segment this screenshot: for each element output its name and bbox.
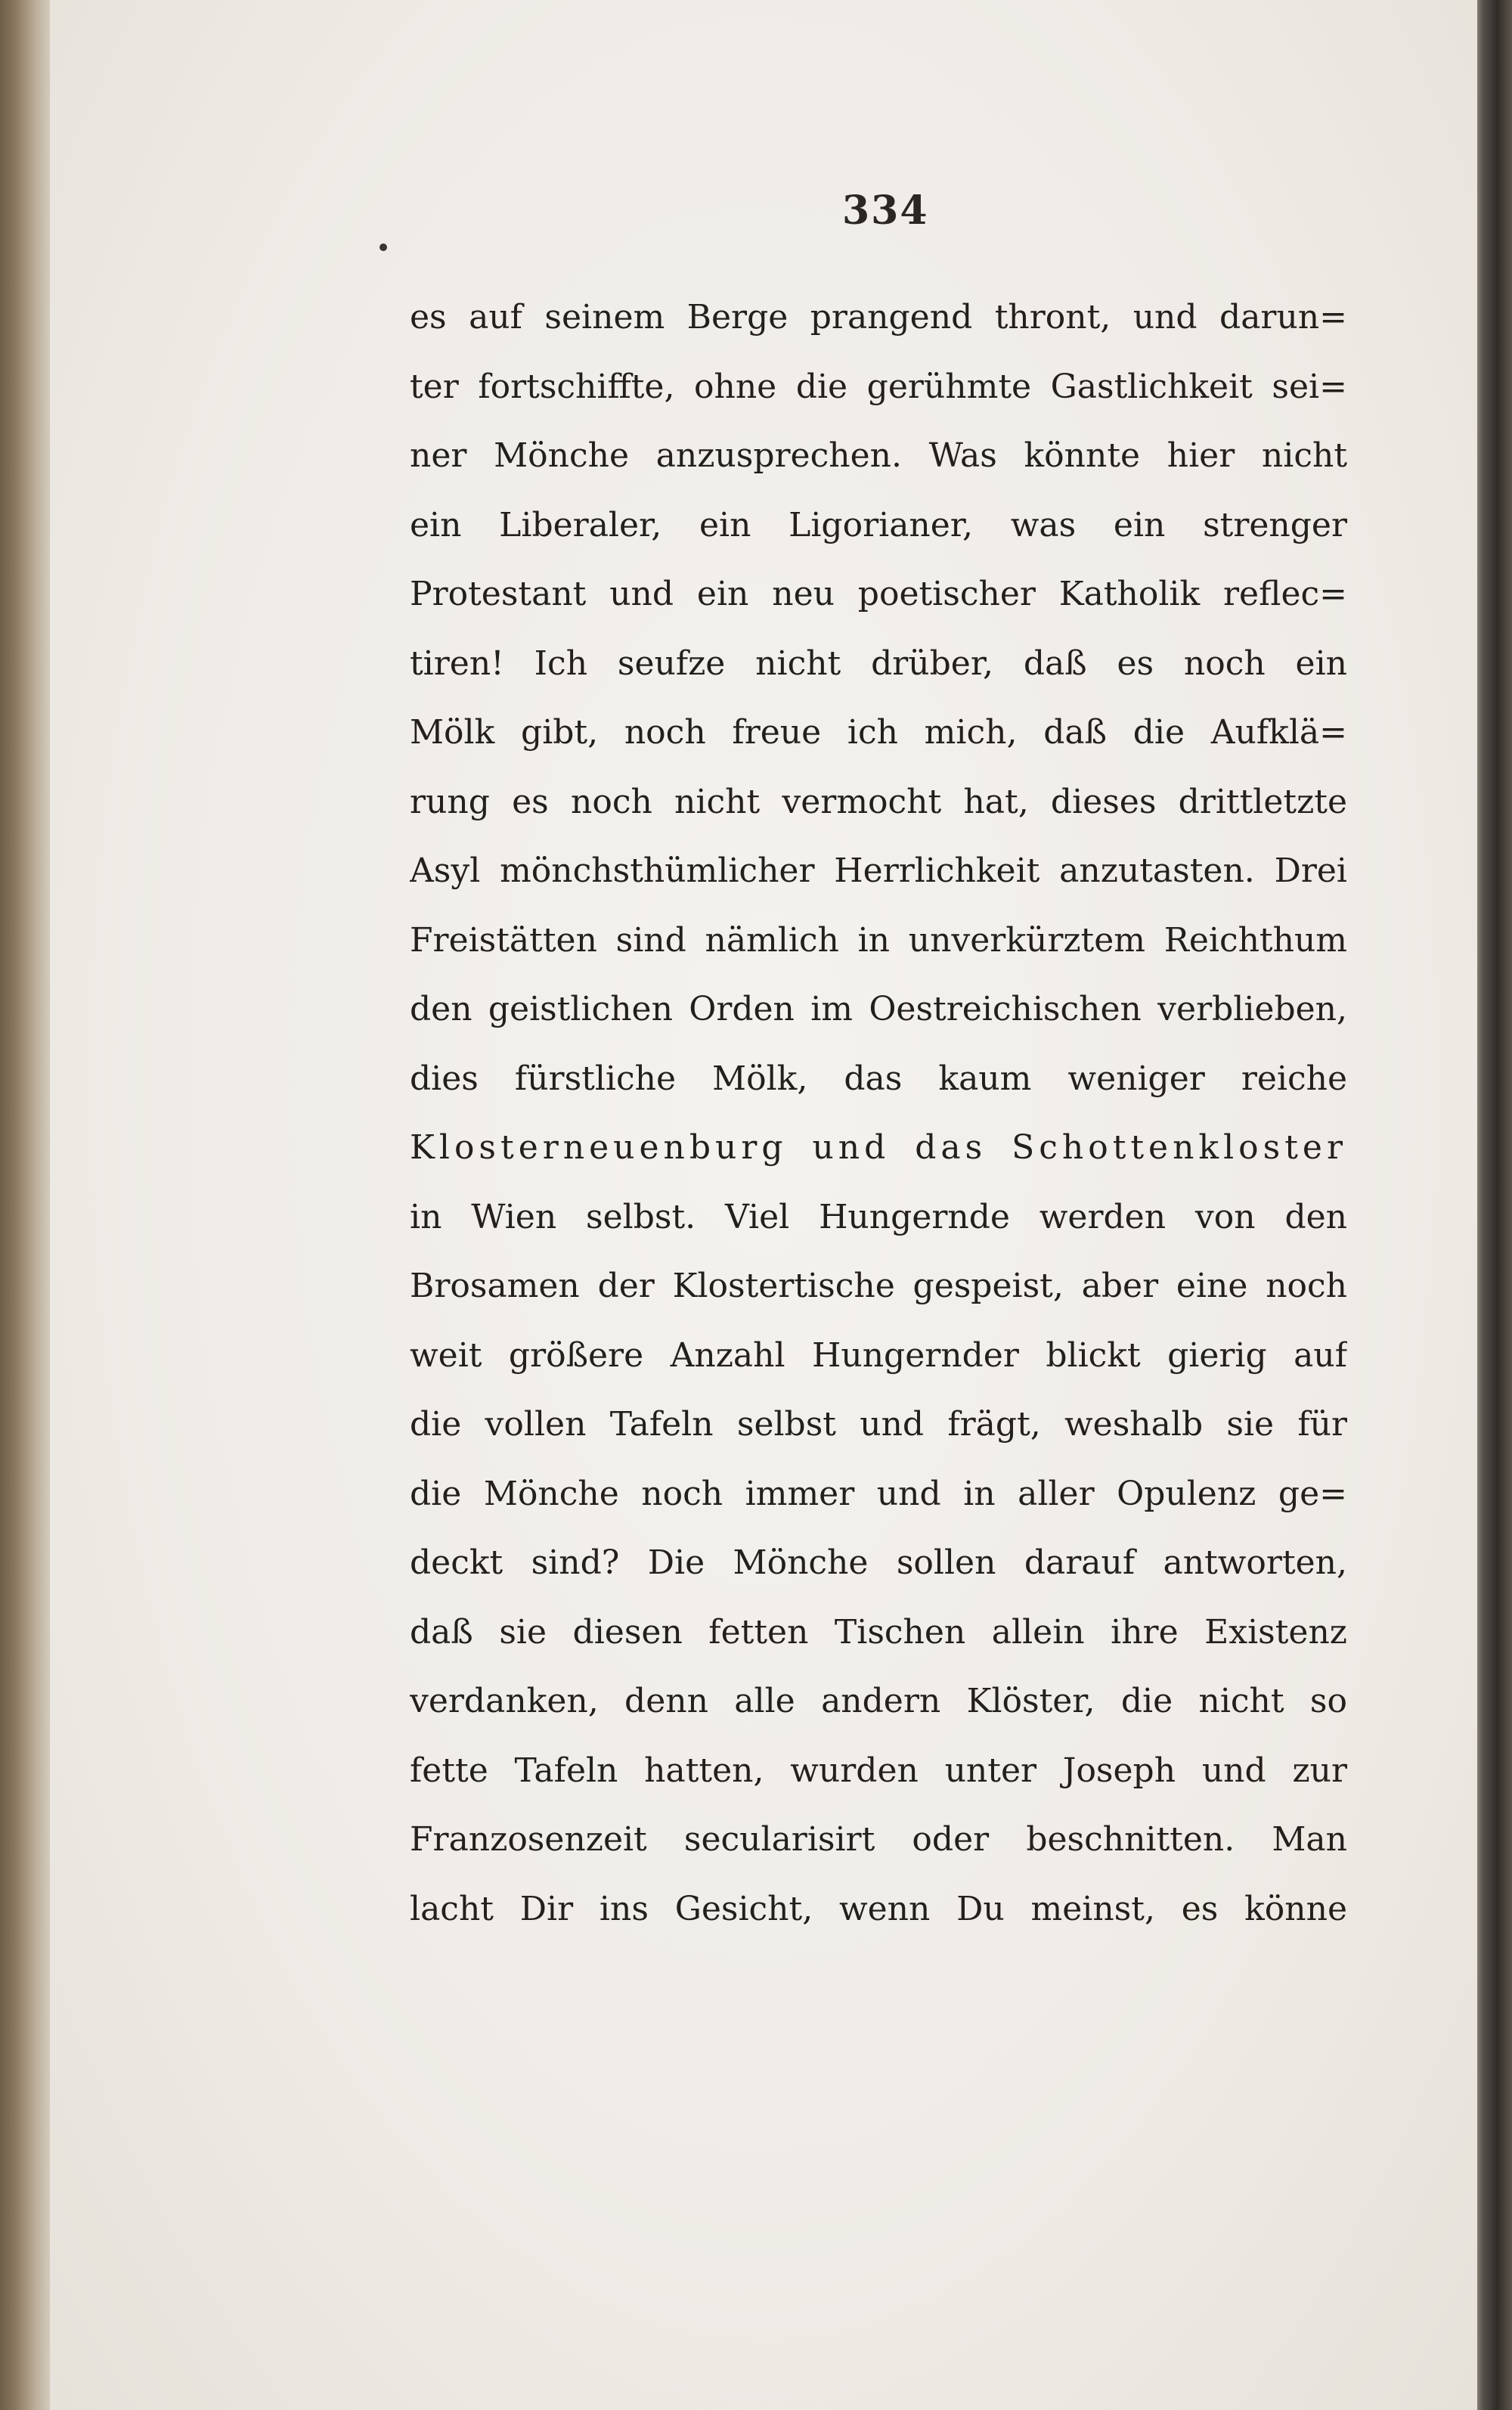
text-line: Mölk gibt, noch freue ich mich, daß die Aufklä= — [410, 713, 1347, 752]
text-line: ter fortschiffte, ohne die gerühmte Gastlichkeit sei= — [410, 367, 1347, 406]
text-line: Klosterneuenburg und das Schottenkloster — [410, 1128, 1347, 1167]
book-page — [50, 0, 1477, 2410]
text-line: Freistätten sind nämlich in unverkürztem Reichthum — [410, 920, 1347, 960]
body-text — [410, 283, 1347, 1943]
text-line: tiren! Ich seufze nicht drüber, daß es noch ein — [410, 644, 1347, 683]
page-number: 334 — [842, 188, 929, 234]
text-line: ein Liberaler, ein Ligorianer, was ein strenger — [410, 505, 1347, 544]
text-line: es auf seinem Berge prangend thront, und darun= — [410, 298, 1347, 337]
text-line: in Wien selbst. Viel Hungernde werden von den — [410, 1197, 1347, 1236]
text-line: Protestant und ein neu poetischer Katholik reflec= — [410, 575, 1347, 613]
text-line: verdanken, denn alle andern Klöster, die nicht so — [410, 1682, 1347, 1720]
text-line: fette Tafeln hatten, wurden unter Joseph und zur — [410, 1751, 1347, 1790]
text-line: weit größere Anzahl Hungernder blickt gierig auf — [410, 1335, 1347, 1375]
text-line: deckt sind? Die Mönche sollen darauf antworten, — [410, 1543, 1347, 1582]
text-line: daß sie diesen fetten Tischen allein ihre Existenz — [410, 1612, 1347, 1652]
text-line: dies fürstliche Mölk, das kaum weniger reiche — [410, 1059, 1347, 1098]
page-edge — [1474, 0, 1512, 2410]
text-line: Franzosenzeit secularisirt oder beschnitten. Man — [410, 1820, 1347, 1859]
text-line: den geistlichen Orden im Oestreichischen verblieben, — [410, 990, 1347, 1028]
text-line: ner Mönche anzusprechen. Was könnte hier nicht — [410, 436, 1347, 475]
text-line: lacht Dir ins Gesicht, wenn Du meinst, es könne — [410, 1889, 1347, 1928]
text-line: rung es noch nicht vermocht hat, dieses drittletzte — [410, 782, 1347, 821]
text-line: die Mönche noch immer und in aller Opulenz ge= — [410, 1474, 1347, 1513]
text-line: die vollen Tafeln selbst und frägt, weshalb sie für — [410, 1405, 1347, 1444]
margin-mark — [380, 243, 387, 251]
text-line: Asyl mönchsthümlicher Herrlichkeit anzutasten. Drei — [410, 851, 1347, 890]
text-line: Brosamen der Klostertische gespeist, aber eine noch — [410, 1267, 1347, 1305]
